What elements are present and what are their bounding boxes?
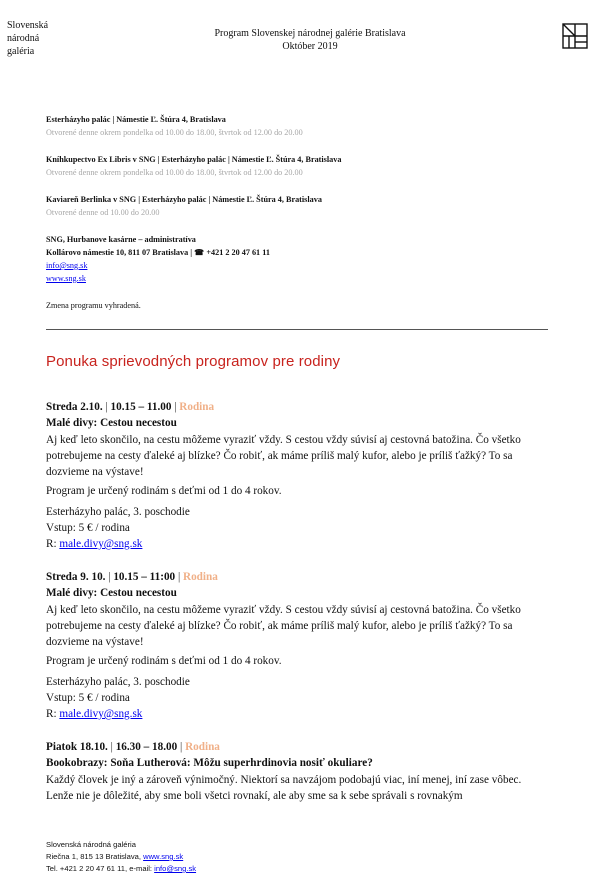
- event-info: [46, 674, 551, 722]
- section-divider: [46, 329, 548, 330]
- section-title: Ponuka sprievodných programov pre rodiny: [46, 353, 341, 370]
- event-category: Rodina: [185, 741, 220, 753]
- venue-name: Kníhkupectvo Ex Libris v SNG | Esterházyho palác | Námestie Ľ. Štúra 4, Bratislava: [46, 155, 342, 164]
- admin-email-link[interactable]: info@sng.sk: [46, 261, 88, 270]
- footer-org: Slovenská národná galéria: [46, 840, 136, 849]
- event-place: Esterházyho palác, 3. poschodie: [46, 676, 190, 688]
- admin-address: Kollárovo námestie 10, 811 07 Bratislava | ☎ +421 2 20 47 61 11: [46, 248, 270, 257]
- event-info: [46, 504, 551, 552]
- event-reservation: [46, 536, 551, 552]
- footer-email-link[interactable]: info@sng.sk: [154, 864, 197, 873]
- event-time: 10.15 – 11:00: [113, 571, 176, 583]
- event-description: Každý človek je iný a zároveň výnimočný. Niektorí sa navzájom podobajú viac, iní menej, iní zase vôbec. Lenže nie je dôležité, aby sme boli všetci rovnakí, ale aby sme sa k sebe správali s rovnakým: [46, 774, 522, 802]
- event-entry: Vstup: 5 € / rodina: [46, 692, 130, 704]
- footer-address-text: Riečna 1, 815 13 Bratislava,: [46, 852, 144, 861]
- logo-line: galéria: [7, 46, 35, 57]
- event-entry: Vstup: 5 € / rodina: [46, 522, 130, 534]
- program-notice: Zmena programu vyhradená.: [46, 301, 141, 310]
- page-footer: [46, 839, 196, 875]
- footer-address: [46, 851, 196, 863]
- venue-item: [46, 193, 546, 219]
- venue-name: Esterházyho palác | Námestie Ľ. Štúra 4, Bratislava: [46, 115, 226, 124]
- footer-phone-text: Tel. +421 2 20 47 61 11, e-mail:: [46, 864, 155, 873]
- event-date: Streda 2.10.: [46, 401, 103, 413]
- event-title: Malé divy: Cestou necestou: [46, 587, 177, 599]
- event-category: Rodina: [179, 401, 215, 413]
- event-title: Bookobrazy: Soňa Lutherová: Môžu superhrdinovia nosiť okuliare?: [46, 757, 373, 769]
- event-item: [46, 569, 551, 722]
- event-time: 10.15 – 11.00: [110, 401, 172, 413]
- event-time: 16.30 – 18.00: [115, 741, 178, 753]
- venue-list: [46, 113, 546, 312]
- reservation-label: R:: [46, 708, 60, 720]
- event-header: [46, 399, 551, 415]
- event-item: [46, 739, 551, 804]
- event-separator: |: [175, 571, 183, 583]
- event-description: Aj keď leto skončilo, na cestu môžeme vyraziť vždy. S cestou vždy súvisí aj cestovná batožina. Čo všetko potrebujeme na cesty ďaleké aj blízke? Čo robiť, ak máme príliš malý kufor, alebo je príliš ťažký? To sa dozvieme na výstave!: [46, 604, 521, 648]
- venue-item: [46, 153, 546, 179]
- logo-text: [7, 19, 87, 58]
- event-audience: Program je určený rodinám s deťmi od 1 do 4 rokov.: [46, 655, 282, 667]
- event-separator: |: [177, 741, 186, 753]
- page-title: Program Slovenskej národnej galérie Bratislava: [214, 28, 406, 39]
- venue-item: [46, 113, 546, 139]
- reservation-email-link[interactable]: male.divy@sng.sk: [59, 708, 143, 720]
- event-separator: |: [107, 741, 116, 753]
- event-description: Aj keď leto skončilo, na cestu môžeme vyraziť vždy. S cestou vždy súvisí aj cestovná batožina. Čo všetko potrebujeme na cesty ďaleké aj blízke? Čo robiť, ak máme príliš malý kufor, alebo je príliš ťažký? To sa dozvieme na výstave!: [46, 434, 521, 478]
- page-month: Október 2019: [282, 41, 338, 52]
- footer-web-link[interactable]: www.sng.sk: [143, 852, 184, 861]
- venue-hours: Otvorené denne okrem pondelka od 10.00 do 18.00, štvrtok od 12.00 do 20.00: [46, 128, 303, 137]
- event-separator: |: [171, 401, 180, 413]
- admin-contact: [46, 233, 546, 285]
- event-header: [46, 569, 551, 585]
- event-date: Piatok 18.10.: [46, 741, 108, 753]
- admin-name: SNG, Hurbanove kasárne – administratíva: [46, 235, 196, 244]
- venue-name: Kaviareň Berlinka v SNG | Esterházyho palác | Námestie Ľ. Štúra 4, Bratislava: [46, 195, 322, 204]
- reservation-email-link[interactable]: male.divy@sng.sk: [59, 538, 143, 550]
- footer-contact: [46, 863, 196, 875]
- event-audience: Program je určený rodinám s deťmi od 1 do 4 rokov.: [46, 485, 282, 497]
- logo-line: národná: [7, 33, 40, 44]
- page-header: [150, 27, 470, 53]
- event-reservation: [46, 706, 551, 722]
- venue-hours: Otvorené denne okrem pondelka od 10.00 do 18.00, štvrtok od 12.00 do 20.00: [46, 168, 303, 177]
- admin-web-link[interactable]: www.sng.sk: [46, 274, 86, 283]
- event-separator: |: [105, 571, 114, 583]
- reservation-label: R:: [46, 538, 60, 550]
- event-item: [46, 399, 551, 552]
- event-date: Streda 9. 10.: [46, 571, 106, 583]
- event-place: Esterházyho palác, 3. poschodie: [46, 506, 190, 518]
- event-category: Rodina: [183, 571, 218, 583]
- venue-hours: Otvorené denne od 10.00 do 20.00: [46, 208, 160, 217]
- sng-logo-icon: [562, 23, 588, 49]
- event-header: [46, 739, 551, 755]
- event-separator: |: [102, 401, 111, 413]
- event-title: Malé divy: Cestou necestou: [46, 417, 177, 429]
- logo-line: Slovenská: [7, 20, 49, 31]
